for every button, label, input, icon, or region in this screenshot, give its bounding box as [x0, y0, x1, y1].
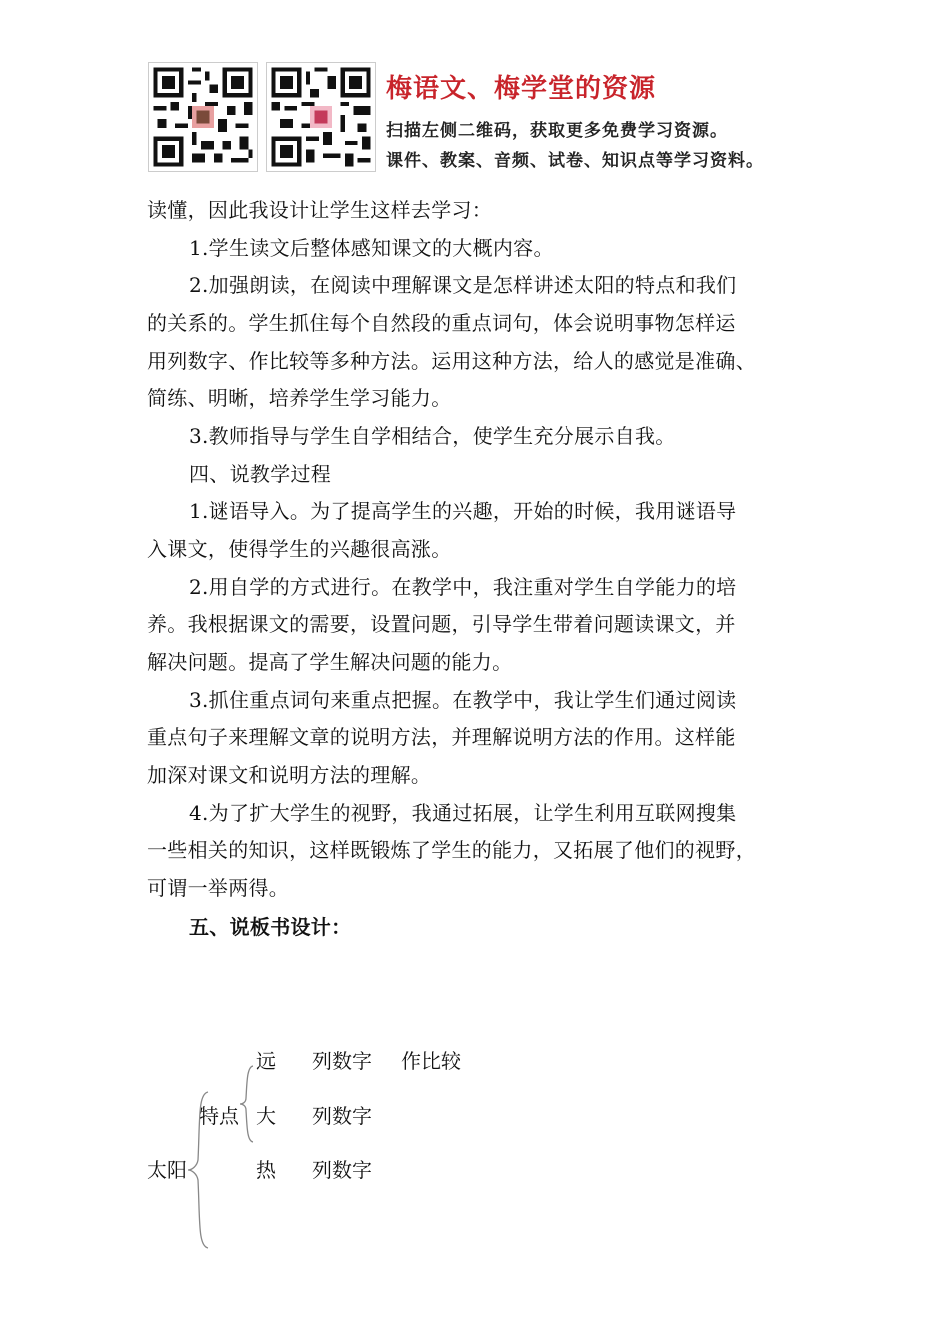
section-heading: 五、说板书设计： [189, 915, 352, 939]
paragraph-line: 用列数字、作比较等多种方法。运用这种方法，给人的感觉是准确、 [147, 349, 756, 373]
paragraph-line: 2.加强朗读，在阅读中理解课文是怎样讲述太阳的特点和我们 [189, 273, 737, 297]
paragraph-line: 4.为了扩大学生的视野，我通过拓展，让学生利用互联网搜集 [189, 801, 737, 825]
section-heading: 四、说教学过程 [189, 462, 332, 486]
board-method: 列数字 [312, 1049, 372, 1073]
paragraph-line: 3.教师指导与学生自学相结合，使学生充分展示自我。 [189, 424, 676, 448]
paragraph-line: 读懂，因此我设计让学生这样去学习： [147, 198, 493, 222]
paragraph-line: 1.谜语导入。为了提高学生的兴趣，开始的时候，我用谜语导 [189, 499, 737, 523]
paragraph-line: 养。我根据课文的需要，设置问题，引导学生带着问题读课文，并 [147, 612, 736, 636]
qr-code-icon [266, 62, 376, 172]
brand-tagline: 扫描左侧二维码，获取更多免费学习资源。 [386, 121, 728, 141]
brace-icon [186, 1090, 216, 1250]
paragraph-line: 解决问题。提高了学生解决问题的能力。 [147, 650, 513, 674]
brand-title: 梅语文、梅学堂的资源 [386, 74, 657, 104]
paragraph-line: 简练、明晰，培养学生学习能力。 [147, 386, 452, 410]
board-item: 远 [256, 1049, 276, 1073]
board-item: 热 [256, 1158, 276, 1182]
brace-icon [238, 1064, 258, 1144]
qr-code-icon [148, 62, 258, 172]
board-item: 大 [256, 1104, 276, 1128]
paragraph-line: 2.用自学的方式进行。在教学中，我注重对学生自学能力的培 [189, 575, 737, 599]
board-branch: 特点 [199, 1104, 239, 1128]
brand-tagline: 课件、教案、音频、试卷、知识点等学习资料。 [386, 151, 764, 171]
board-method: 列数字 [312, 1158, 372, 1182]
paragraph-line: 加深对课文和说明方法的理解。 [147, 763, 432, 787]
paragraph-line: 1.学生读文后整体感知课文的大概内容。 [189, 236, 554, 260]
paragraph-line: 一些相关的知识，这样既锻炼了学生的能力，又拓展了他们的视野， [147, 838, 756, 862]
board-method: 列数字 [312, 1104, 372, 1128]
paragraph-line: 的关系的。学生抓住每个自然段的重点词句，体会说明事物怎样运 [147, 311, 736, 335]
paragraph-line: 入课文，使得学生的兴趣很高涨。 [147, 537, 452, 561]
paragraph-line: 可谓一举两得。 [147, 876, 290, 900]
paragraph-line: 3.抓住重点词句来重点把握。在教学中，我让学生们通过阅读 [189, 688, 737, 712]
paragraph-line: 重点句子来理解文章的说明方法，并理解说明方法的作用。这样能 [147, 725, 736, 749]
board-method: 作比较 [401, 1049, 461, 1073]
board-root: 太阳 [147, 1158, 187, 1182]
